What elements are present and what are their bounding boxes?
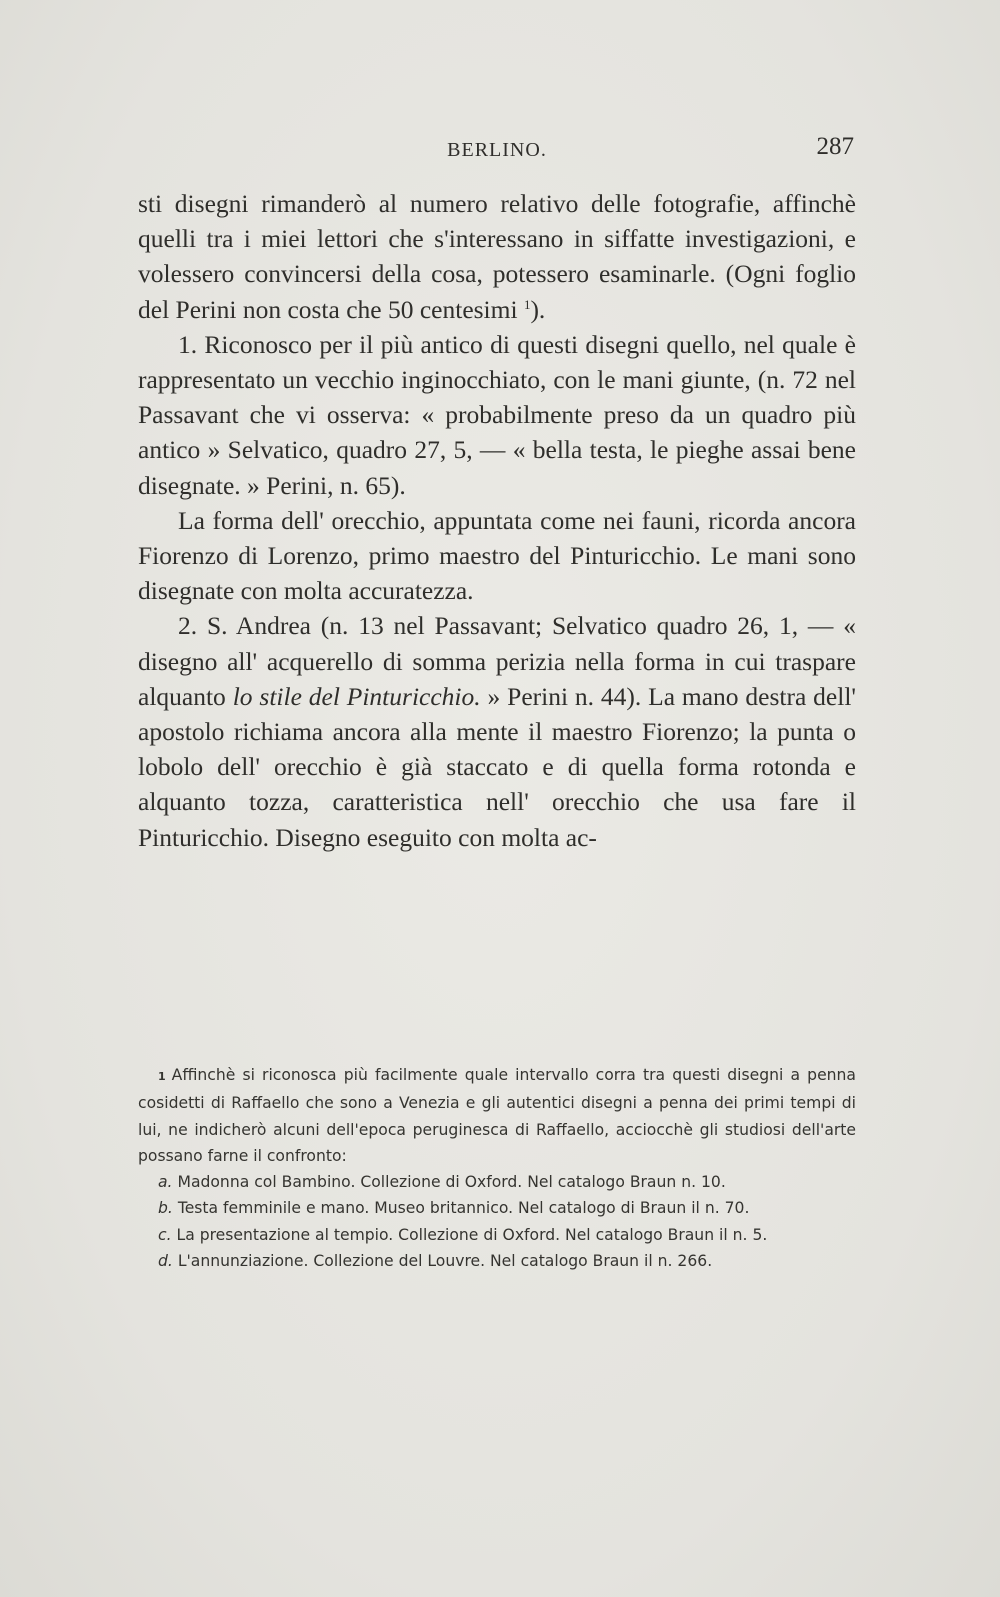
body-text: [138, 186, 856, 855]
page-number: 287: [816, 133, 854, 160]
footnotes: [138, 1062, 856, 1274]
running-head: [138, 133, 856, 173]
paragraph-4-text-a: 2. S. Andrea (n. 13 nel Passavant; Selvatico quadro 26, 1, — « disegno all' acquerello di somma perizia nella forma in cui traspare alquanto: [138, 611, 856, 711]
paragraph-4-text-b: » Perini n. 44). La mano destra dell' apostolo richiama ancora alla mente il maestro Fiorenzo; la punta o lobolo dell' orecchio è già staccato e di quella forma rotonda e alquanto tozza, caratteristica nell' orecchio che usa fare il Pinturicchio. Disegno eseguito con molta ac-: [138, 681, 857, 852]
footnote-intro-text: Affinchè si riconosca più facilmente quale intervallo corra tra questi disegni a penna cosidetti di Raffaello che sono a Venezia e gli autentici disegni a penna dei primi tempi di lui, ne indicherò alcuni dell'epoca peruginesca di Raffaello, acciocchè gli studiosi dell'arte possano farne il confronto:: [138, 1066, 856, 1165]
footnote-item-letter: c.: [158, 1225, 172, 1244]
footnote-item-letter: a.: [158, 1173, 173, 1192]
footnote-item-c: [138, 1222, 856, 1248]
paragraph-3: La forma dell' orecchio, appuntata come nei fauni, ricorda ancora Fiorenzo di Lorenzo, primo maestro del Pinturicchio. Le mani sono disegnate con molta accuratezza.: [138, 505, 856, 606]
paragraph-2: 1. Riconosco per il più antico di questi disegni quello, nel quale è rappresentato un vecchio inginocchiato, con le mani giunte, (n. 72 nel Passavant che vi osserva: « probabilmente preso da un quadro più antico » Selvatico, quadro 27, 5, — « bella testa, le pieghe assai bene disegnate. » Perini, n. 65).: [138, 329, 856, 500]
footnote-item-b: [138, 1195, 856, 1221]
footnote-item-a: [138, 1169, 856, 1195]
footnote-item-letter: b.: [158, 1199, 173, 1218]
footnote-intro: [138, 1062, 856, 1169]
footnote-item-d: [138, 1248, 856, 1274]
paragraph-1-text: sti disegni rimanderò al numero relativo delle fotografie, affinchè quelli tra i miei lettori che s'interessano in siffatte investigazioni, e volessero convincersi della cosa, potessero esaminarle. (Ogni foglio del Perini non costa che 50 centesimi: [138, 189, 856, 324]
footnote-item-text: Madonna col Bambino. Collezione di Oxford. Nel catalogo Braun n. 10.: [177, 1173, 726, 1192]
footnote-item-text: Testa femminile e mano. Museo britannico. Nel catalogo di Braun il n. 70.: [177, 1199, 750, 1218]
running-head-title: BERLINO.: [447, 139, 547, 161]
paragraph-1-end: ).: [530, 294, 546, 324]
footnote-reference: 1: [523, 296, 531, 312]
footnote-item-letter: d.: [158, 1252, 173, 1271]
paragraph-1: [138, 186, 856, 327]
footnote-item-text: L'annunziazione. Collezione del Louvre. Nel catalogo Braun il n. 266.: [177, 1252, 713, 1271]
footnote-item-text: La presentazione al tempio. Collezione di Oxford. Nel catalogo Braun il n. 5.: [176, 1225, 768, 1244]
paragraph-4: [138, 608, 856, 854]
footnote-marker: 1: [158, 1070, 166, 1083]
paragraph-4-italic: lo stile del Pinturicchio.: [232, 681, 481, 711]
